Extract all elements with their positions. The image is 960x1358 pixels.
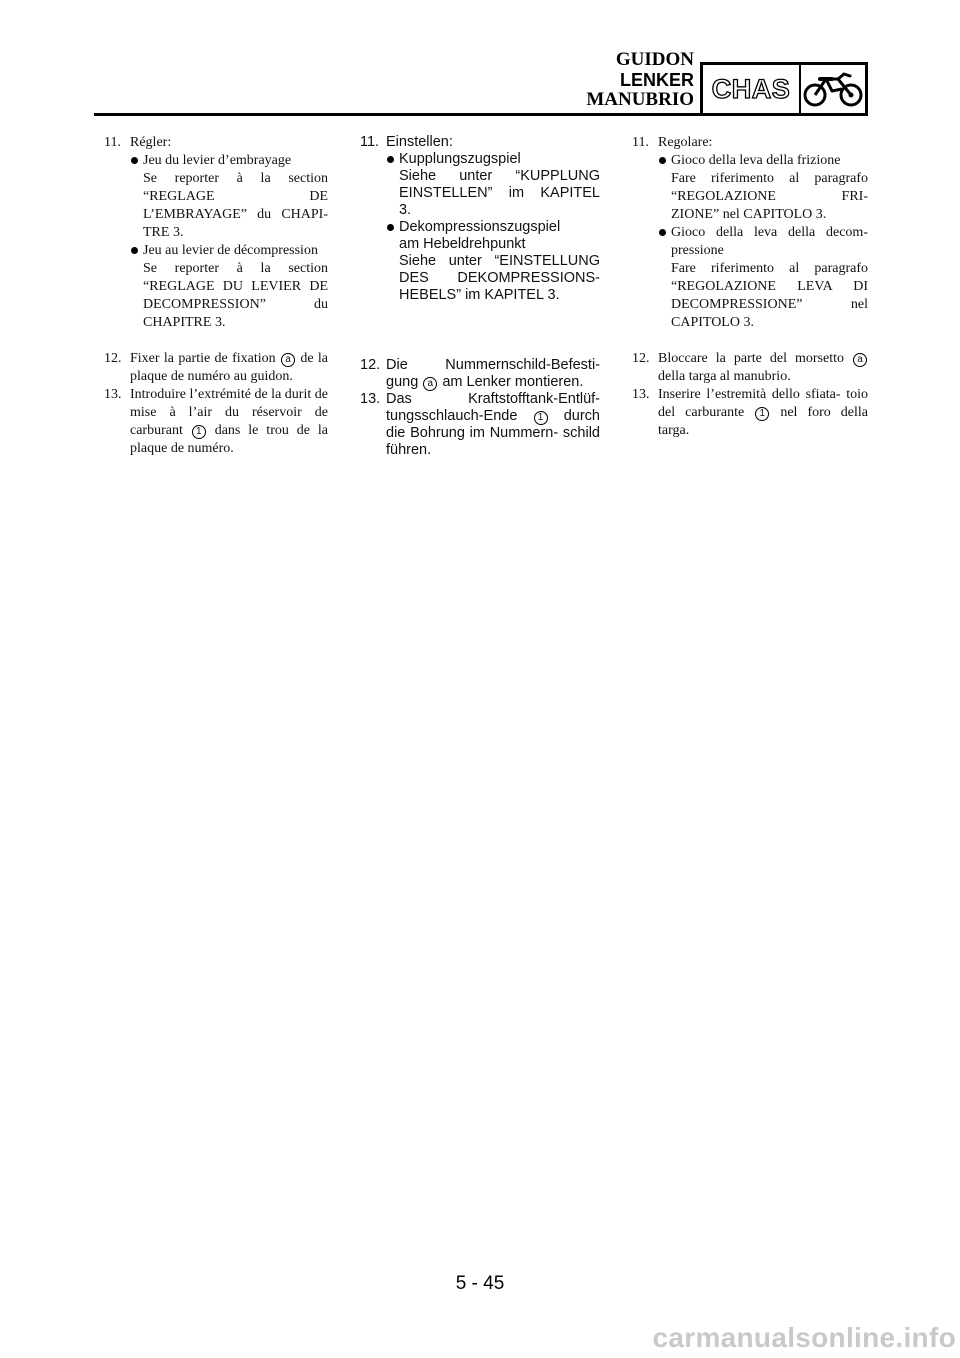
step-text: durch die Bohrung im Nummern- schild führen.: [386, 408, 600, 458]
bullet-line: “REGLAGE DE: [143, 189, 328, 204]
bullet-title: Gioco della leva della frizione: [671, 153, 841, 168]
step-number: 13.: [360, 391, 381, 407]
step-12-it: [632, 350, 868, 386]
step-number: 11.: [104, 135, 121, 150]
step-12-de: [360, 357, 600, 391]
step-11-de: [360, 134, 600, 304]
step-number: 13.: [632, 387, 650, 402]
step-11-fr: [104, 134, 328, 332]
bullet-line: “REGLAGE DU LEVIER DE: [143, 279, 328, 294]
step-11-it: [632, 134, 868, 332]
step-heading: Régler:: [130, 135, 172, 150]
bullet-title: Gioco della leva della decom-: [671, 225, 868, 240]
step-text: Inserire l’estremità dello sfiata- toio del carburante: [658, 387, 868, 420]
step-number: 12.: [104, 351, 122, 366]
step-number: 12.: [632, 351, 650, 366]
bullet-line: “REGOLAZIONE FRI-: [671, 189, 868, 204]
bullet-line: Se reporter à la section: [143, 261, 328, 276]
step-heading: Regolare:: [658, 135, 713, 150]
bullet-clutch-fr: [130, 152, 328, 242]
step-12-fr: [104, 350, 328, 386]
column-german: [360, 134, 600, 459]
step-13-fr: [104, 386, 328, 458]
header-rule: [94, 113, 794, 116]
bullet-dot: [387, 224, 394, 231]
bullet-dot: [659, 157, 666, 164]
step-text: de la plaque de numéro au guidon.: [130, 351, 328, 384]
step-text: dans le trou de la plaque de numéro.: [130, 423, 329, 456]
bullet-title: Kupplungszugspiel: [399, 151, 521, 167]
bullet-line: Fare riferimento al paragrafo: [671, 171, 868, 186]
bullet-title: pressione: [671, 243, 724, 258]
column-french: [104, 134, 328, 458]
callout-a-marker: a: [853, 353, 867, 367]
bullet-line: Siehe unter “KUPPLUNG: [399, 168, 600, 184]
bullet-line: L’EMBRAYAGE” du CHAPI-: [143, 207, 328, 222]
bullet-line: DECOMPRESSIONE” nel: [671, 297, 868, 312]
step-text: Fixer la partie de fixation: [130, 351, 276, 366]
bullet-line: 3.: [399, 202, 412, 218]
bullet-line: EINSTELLEN” im KAPITEL: [399, 185, 600, 201]
callout-1-marker: 1: [534, 411, 548, 425]
callout-1-marker: 1: [755, 407, 769, 421]
bullet-line: Fare riferimento al paragrafo: [671, 261, 868, 276]
bullet-decompression-fr: [130, 242, 328, 332]
title-italian: MANUBRIO: [586, 89, 694, 110]
title-german: LENKER: [619, 70, 694, 90]
bullet-line: CHAPITRE 3.: [143, 315, 226, 330]
step-text: am Lenker montieren.: [442, 374, 584, 390]
step-number: 12.: [360, 357, 381, 373]
page-number: 5 - 45: [455, 1273, 505, 1294]
bullet-line: CAPITOLO 3.: [671, 315, 754, 330]
bullet-line: DECOMPRESSION” du: [143, 297, 328, 312]
step-text: Bloccare la parte del morsetto: [658, 351, 844, 366]
bullet-line: ZIONE” nel CAPITOLO 3.: [671, 207, 827, 222]
step-text: Introduire l’extrémité de la durit de mise à l’air du réservoir de carburant: [130, 387, 328, 438]
callout-a-marker: a: [281, 353, 295, 367]
bullet-line: “REGOLAZIONE LEVA DI: [671, 279, 868, 294]
bullet-line: Siehe unter “EINSTELLUNG: [399, 253, 600, 269]
bullet-dot: [131, 247, 138, 254]
bullet-clutch-it: [658, 152, 868, 224]
section-titles: [586, 50, 694, 110]
step-heading: Einstellen:: [386, 134, 453, 150]
step-number: 11.: [360, 134, 380, 150]
step-text: Das Kraftstofftank-Entlüf- tungsschlauch-Ende: [386, 391, 600, 424]
bullet-title: am Hebeldrehpunkt: [399, 236, 526, 252]
callout-a-marker: a: [423, 377, 437, 391]
step-text: nel foro della targa.: [658, 405, 869, 438]
bullet-clutch-de: [386, 151, 600, 219]
step-text: della targa al manubrio.: [658, 369, 791, 384]
step-number: 11.: [632, 135, 649, 150]
bullet-dot: [387, 156, 394, 163]
bullet-decompression-de: [386, 219, 600, 304]
motorcycle-icon: [801, 65, 865, 113]
watermark: carmanualsonline.info: [652, 1322, 956, 1353]
bullet-decompression-it: [658, 224, 868, 332]
column-italian: [632, 134, 868, 440]
badge-label: CHAS: [703, 65, 801, 113]
bullet-title: Jeu au levier de décompression: [143, 243, 318, 258]
bullet-line: DES DEKOMPRESSIONS-: [399, 270, 600, 286]
bullet-dot: [659, 229, 666, 236]
bullet-title: Dekompressionszugspiel: [399, 219, 561, 235]
bullet-line: Se reporter à la section: [143, 171, 328, 186]
chapter-badge: [700, 62, 868, 116]
bullet-dot: [131, 157, 138, 164]
step-number: 13.: [104, 387, 122, 402]
bullet-line: TRE 3.: [143, 225, 184, 240]
step-13-it: [632, 386, 868, 440]
bullet-line: HEBELS” im KAPITEL 3.: [399, 287, 560, 303]
step-text: Die Nummernschild-Befesti- gung: [386, 357, 600, 390]
step-13-de: [360, 391, 600, 459]
title-french: GUIDON: [615, 49, 694, 70]
callout-1-marker: 1: [192, 425, 206, 439]
bullet-title: Jeu du levier d’embrayage: [143, 153, 292, 168]
